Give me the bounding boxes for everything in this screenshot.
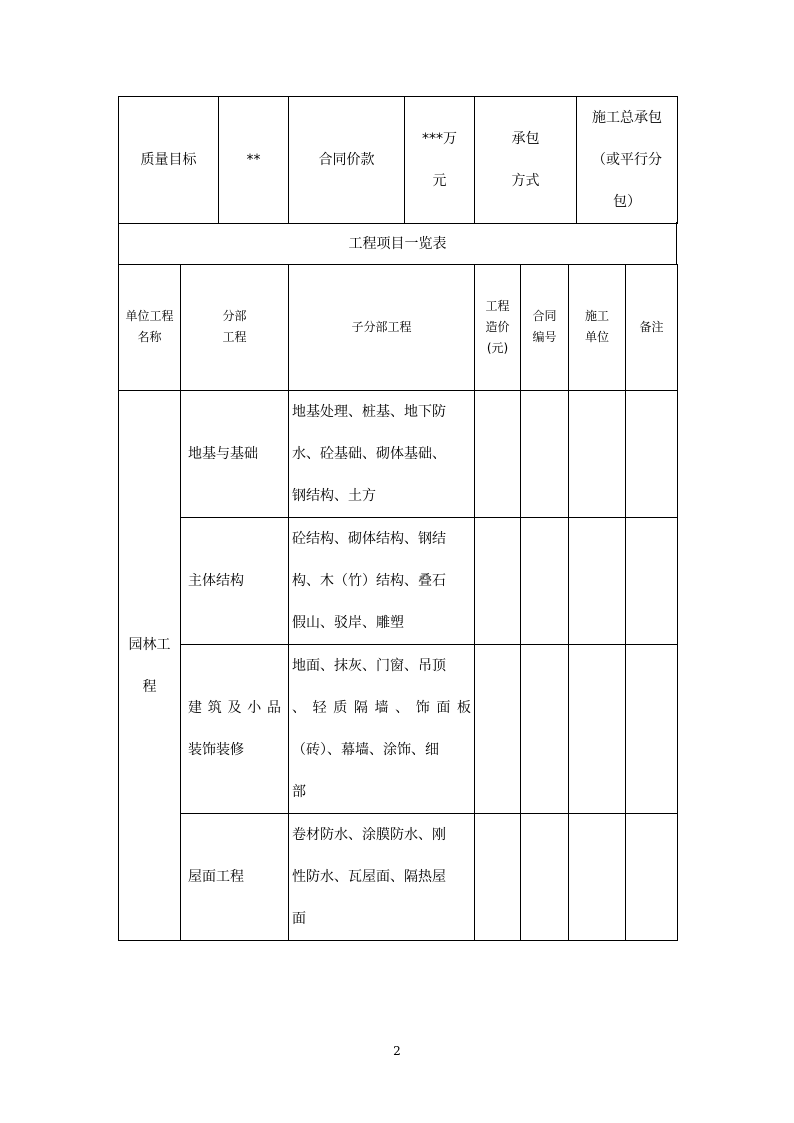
quality-target-label: 质量目标 xyxy=(119,97,219,224)
column-header-line: 工程 xyxy=(485,298,510,313)
subdivision-line: 面 xyxy=(292,911,306,927)
table-header-row xyxy=(119,264,678,391)
contract-price-value xyxy=(405,97,475,224)
column-header-unit xyxy=(119,264,181,391)
column-header-line: 单位工程 xyxy=(125,309,174,323)
builder-cell xyxy=(569,814,626,941)
division-cell: 主体结构 xyxy=(181,518,289,645)
column-header-line: 造价 xyxy=(485,319,510,334)
contract-price-label: 合同价款 xyxy=(289,97,405,224)
subdivision-cell xyxy=(289,391,475,518)
column-header-line: 工程 xyxy=(222,330,247,344)
builder-cell xyxy=(569,391,626,518)
subdivision-line: （砖）、幕墙、涂饰、细 xyxy=(292,742,439,758)
subdivision-line: 钢结构、土方 xyxy=(292,488,376,504)
contract-no-cell xyxy=(521,391,569,518)
subdivision-line: 性防水、瓦屋面、隔热屋 xyxy=(292,869,446,885)
remark-cell xyxy=(626,814,678,941)
column-header-builder xyxy=(569,264,626,391)
division-cell: 屋面工程 xyxy=(181,814,289,941)
division-cell xyxy=(181,645,289,814)
contract-no-cell xyxy=(521,645,569,814)
column-header-subdivision: 子分部工程 xyxy=(289,264,475,391)
table-title: 工程项目一览表 xyxy=(119,222,677,265)
column-header-remark: 备注 xyxy=(626,264,678,391)
contract-price-line: 元 xyxy=(432,173,447,189)
cost-cell xyxy=(475,645,521,814)
table-row xyxy=(119,518,678,645)
contract-mode-label-line: 承包 xyxy=(511,131,540,147)
subdivision-line: 部 xyxy=(292,784,306,800)
subdivision-line: 砼结构、砌体结构、钢结 xyxy=(292,531,446,547)
unit-name-line: 程 xyxy=(142,678,157,695)
cost-cell xyxy=(475,391,521,518)
subdivision-line: 地面、抹灰、门窗、吊顶 xyxy=(292,658,446,674)
remark-cell xyxy=(626,645,678,814)
subdivision-cell xyxy=(289,814,475,941)
column-header-line: 名称 xyxy=(137,330,162,344)
subdivision-line: 卷材防水、涂膜防水、刚 xyxy=(292,827,446,843)
unit-name-cell xyxy=(119,391,181,941)
subdivision-cell xyxy=(289,645,475,814)
contract-mode-value-line: 包） xyxy=(613,194,641,210)
remark-cell xyxy=(626,391,678,518)
contract-no-cell xyxy=(521,814,569,941)
cost-cell xyxy=(475,518,521,645)
column-header-line: 合同 xyxy=(532,309,557,323)
contract-mode-value-line: （或平行分 xyxy=(592,152,662,168)
contract-price-line: ***万 xyxy=(422,131,457,147)
column-header-line: 施工 xyxy=(584,309,609,323)
contract-mode-label xyxy=(475,97,577,224)
page-number: 2 xyxy=(393,1044,401,1058)
column-header-line: (元) xyxy=(486,340,509,355)
division-cell: 地基与基础 xyxy=(181,391,289,518)
project-list-table xyxy=(118,264,678,941)
column-header-cost xyxy=(475,264,521,391)
subdivision-cell xyxy=(289,518,475,645)
project-summary-table xyxy=(118,96,678,224)
column-header-division xyxy=(181,264,289,391)
subdivision-line: 构、木（竹）结构、叠石 xyxy=(292,573,446,589)
unit-name-line: 园林工 xyxy=(128,636,171,653)
column-header-line: 编号 xyxy=(532,330,557,344)
contract-no-cell xyxy=(521,518,569,645)
division-line: 建筑及小品 xyxy=(188,700,281,716)
subdivision-line: 假山、驳岸、雕塑 xyxy=(292,615,404,631)
subdivision-line: 、轻质隔墙、饰面板 xyxy=(292,700,471,716)
table-row xyxy=(119,391,678,518)
table-row xyxy=(119,814,678,941)
contract-mode-label-line: 方式 xyxy=(511,173,540,189)
remark-cell xyxy=(626,518,678,645)
contract-mode-value-line: 施工总承包 xyxy=(592,110,662,126)
division-line: 装饰装修 xyxy=(188,742,244,758)
title-table xyxy=(118,222,677,265)
column-header-line: 单位 xyxy=(584,330,609,344)
builder-cell xyxy=(569,518,626,645)
quality-target-value: ** xyxy=(219,97,289,224)
subdivision-line: 地基处理、桩基、地下防 xyxy=(292,404,446,420)
cost-cell xyxy=(475,814,521,941)
subdivision-line: 水、砼基础、砌体基础、 xyxy=(292,446,446,462)
builder-cell xyxy=(569,645,626,814)
column-header-line: 分部 xyxy=(222,309,247,323)
table-row xyxy=(119,645,678,814)
contract-mode-value xyxy=(577,97,678,224)
column-header-contract-no xyxy=(521,264,569,391)
